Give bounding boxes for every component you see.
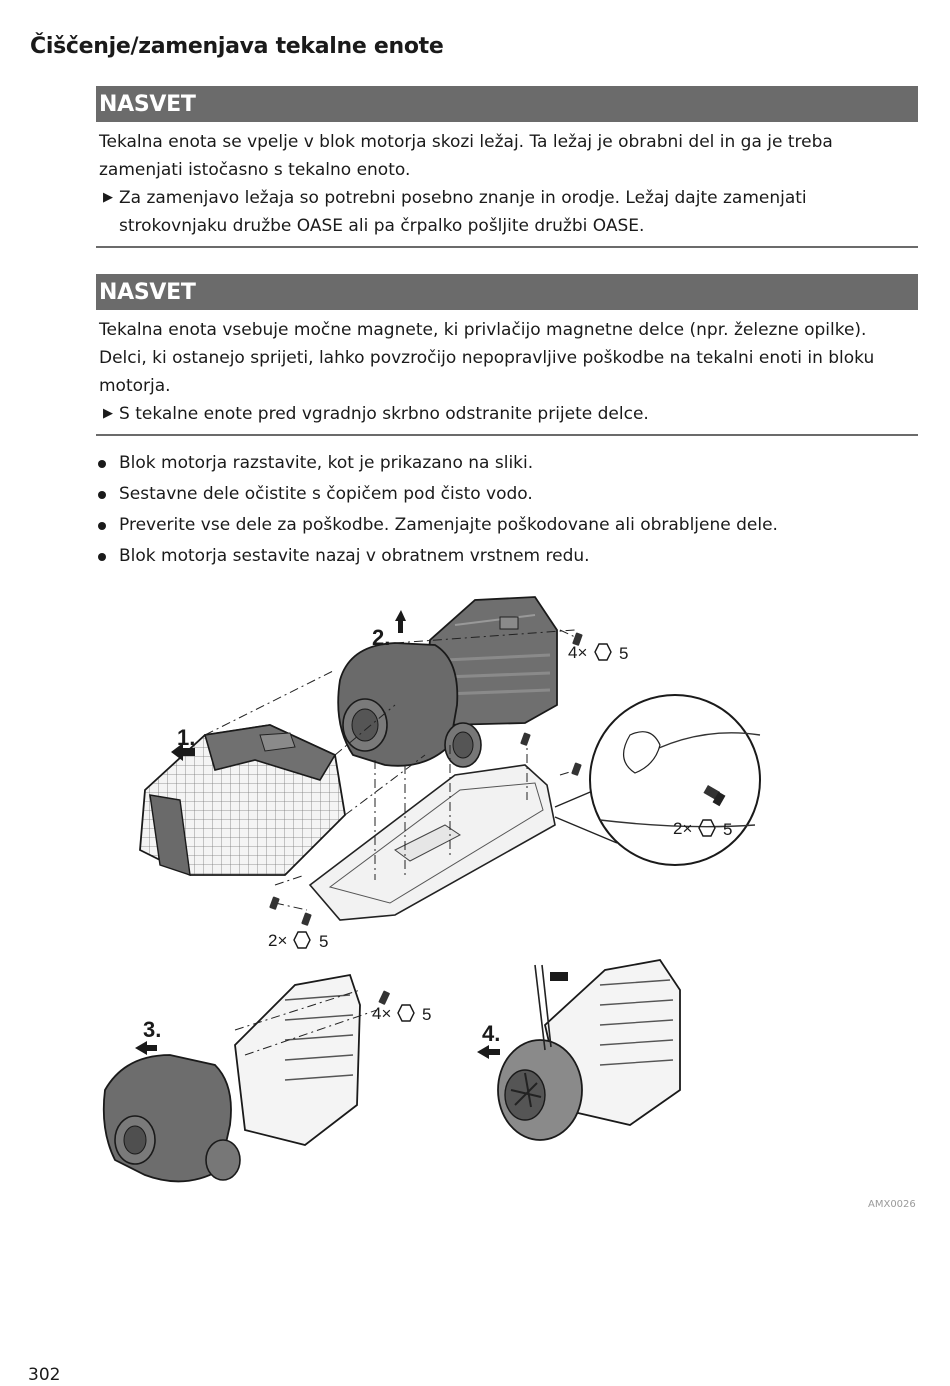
- notice-text: Tekalna enota se vpelje v blok motorja skozi ležaj. Ta ležaj je obrabni del in ga je treba zamenjati istočasno s tekalno enoto.: [99, 132, 833, 180]
- notice-step-text: Za zamenjavo ležaja so potrebni posebno znanje in orodje. Ležaj dajte zamenjati strokovnjaku družbe OASE ali pa črpalko pošljite družbi OASE.: [119, 188, 807, 236]
- hex-key-icon: [294, 932, 310, 948]
- notice-step: [99, 184, 915, 240]
- step-label-3: 3.: [143, 1017, 162, 1042]
- notice-step-text: S tekalne enote pred vgradnjo skrbno odstranite prijete delce.: [119, 404, 649, 424]
- screw-callout-4x5-upper: [568, 643, 628, 663]
- bullet-icon: [98, 553, 106, 561]
- bullet-icon: [98, 522, 106, 530]
- step-label-4: 4.: [482, 1021, 501, 1046]
- motor-block-step3: [104, 975, 390, 1181]
- motor-block-step4: [498, 960, 680, 1140]
- step-arrow-icon: ▶: [103, 406, 113, 421]
- svg-text:4×: 4×: [372, 1004, 392, 1023]
- bullet-icon: [98, 460, 106, 468]
- svg-text:5: 5: [319, 932, 329, 951]
- list-item: Blok motorja razstavite, kot je prikazano na sliki.: [98, 448, 918, 479]
- figure-code: AMX0026: [868, 1199, 916, 1210]
- disassembly-figure: [95, 585, 925, 1215]
- hex-key-icon: [595, 644, 611, 660]
- page-title: Čiščenje/zamenjava tekalne enote: [30, 34, 444, 59]
- pump-disassembly-illustration: [95, 585, 925, 1215]
- step-label-1: 1.: [177, 725, 196, 750]
- notice-heading: NASVET: [96, 274, 918, 310]
- hex-key-icon: [398, 1005, 414, 1021]
- screw-callout-2x5-lower: [268, 931, 328, 951]
- notice-text: Tekalna enota vsebuje močne magnete, ki privlačijo magnetne delce (npr. železne opilke). Delci, ki ostanejo sprijeti, lahko povzročijo nepopravljive poškodbe na tekalni enoti in bloku motorja.: [99, 320, 875, 396]
- svg-text:4×: 4×: [568, 643, 588, 662]
- notice-step: [99, 400, 915, 428]
- bullet-icon: [98, 491, 106, 499]
- svg-text:2×: 2×: [268, 931, 288, 950]
- list-item: Blok motorja sestavite nazaj v obratnem vrstnem redu.: [98, 541, 918, 572]
- notice-box-bearing: [96, 86, 918, 248]
- screw-callout-4x5-lower: [372, 1004, 431, 1024]
- step-arrow-icon: ▶: [103, 190, 113, 205]
- svg-text:2×: 2×: [673, 819, 693, 838]
- page-number: 302: [28, 1365, 61, 1385]
- svg-text:5: 5: [619, 644, 629, 663]
- step-label-2: 2.: [372, 625, 391, 650]
- svg-text:5: 5: [422, 1005, 432, 1024]
- base-tray: [310, 765, 555, 920]
- notice-heading: NASVET: [96, 86, 918, 122]
- list-item: Preverite vse dele za poškodbe. Zamenjajte poškodovane ali obrabljene dele.: [98, 510, 918, 541]
- detail-zoom-circle: [555, 695, 760, 865]
- svg-text:5: 5: [723, 820, 733, 839]
- instruction-list: [98, 448, 918, 572]
- filter-basket: [140, 725, 345, 875]
- notice-box-magnets: [96, 274, 918, 436]
- list-item: Sestavne dele očistite s čopičem pod čisto vodo.: [98, 479, 918, 510]
